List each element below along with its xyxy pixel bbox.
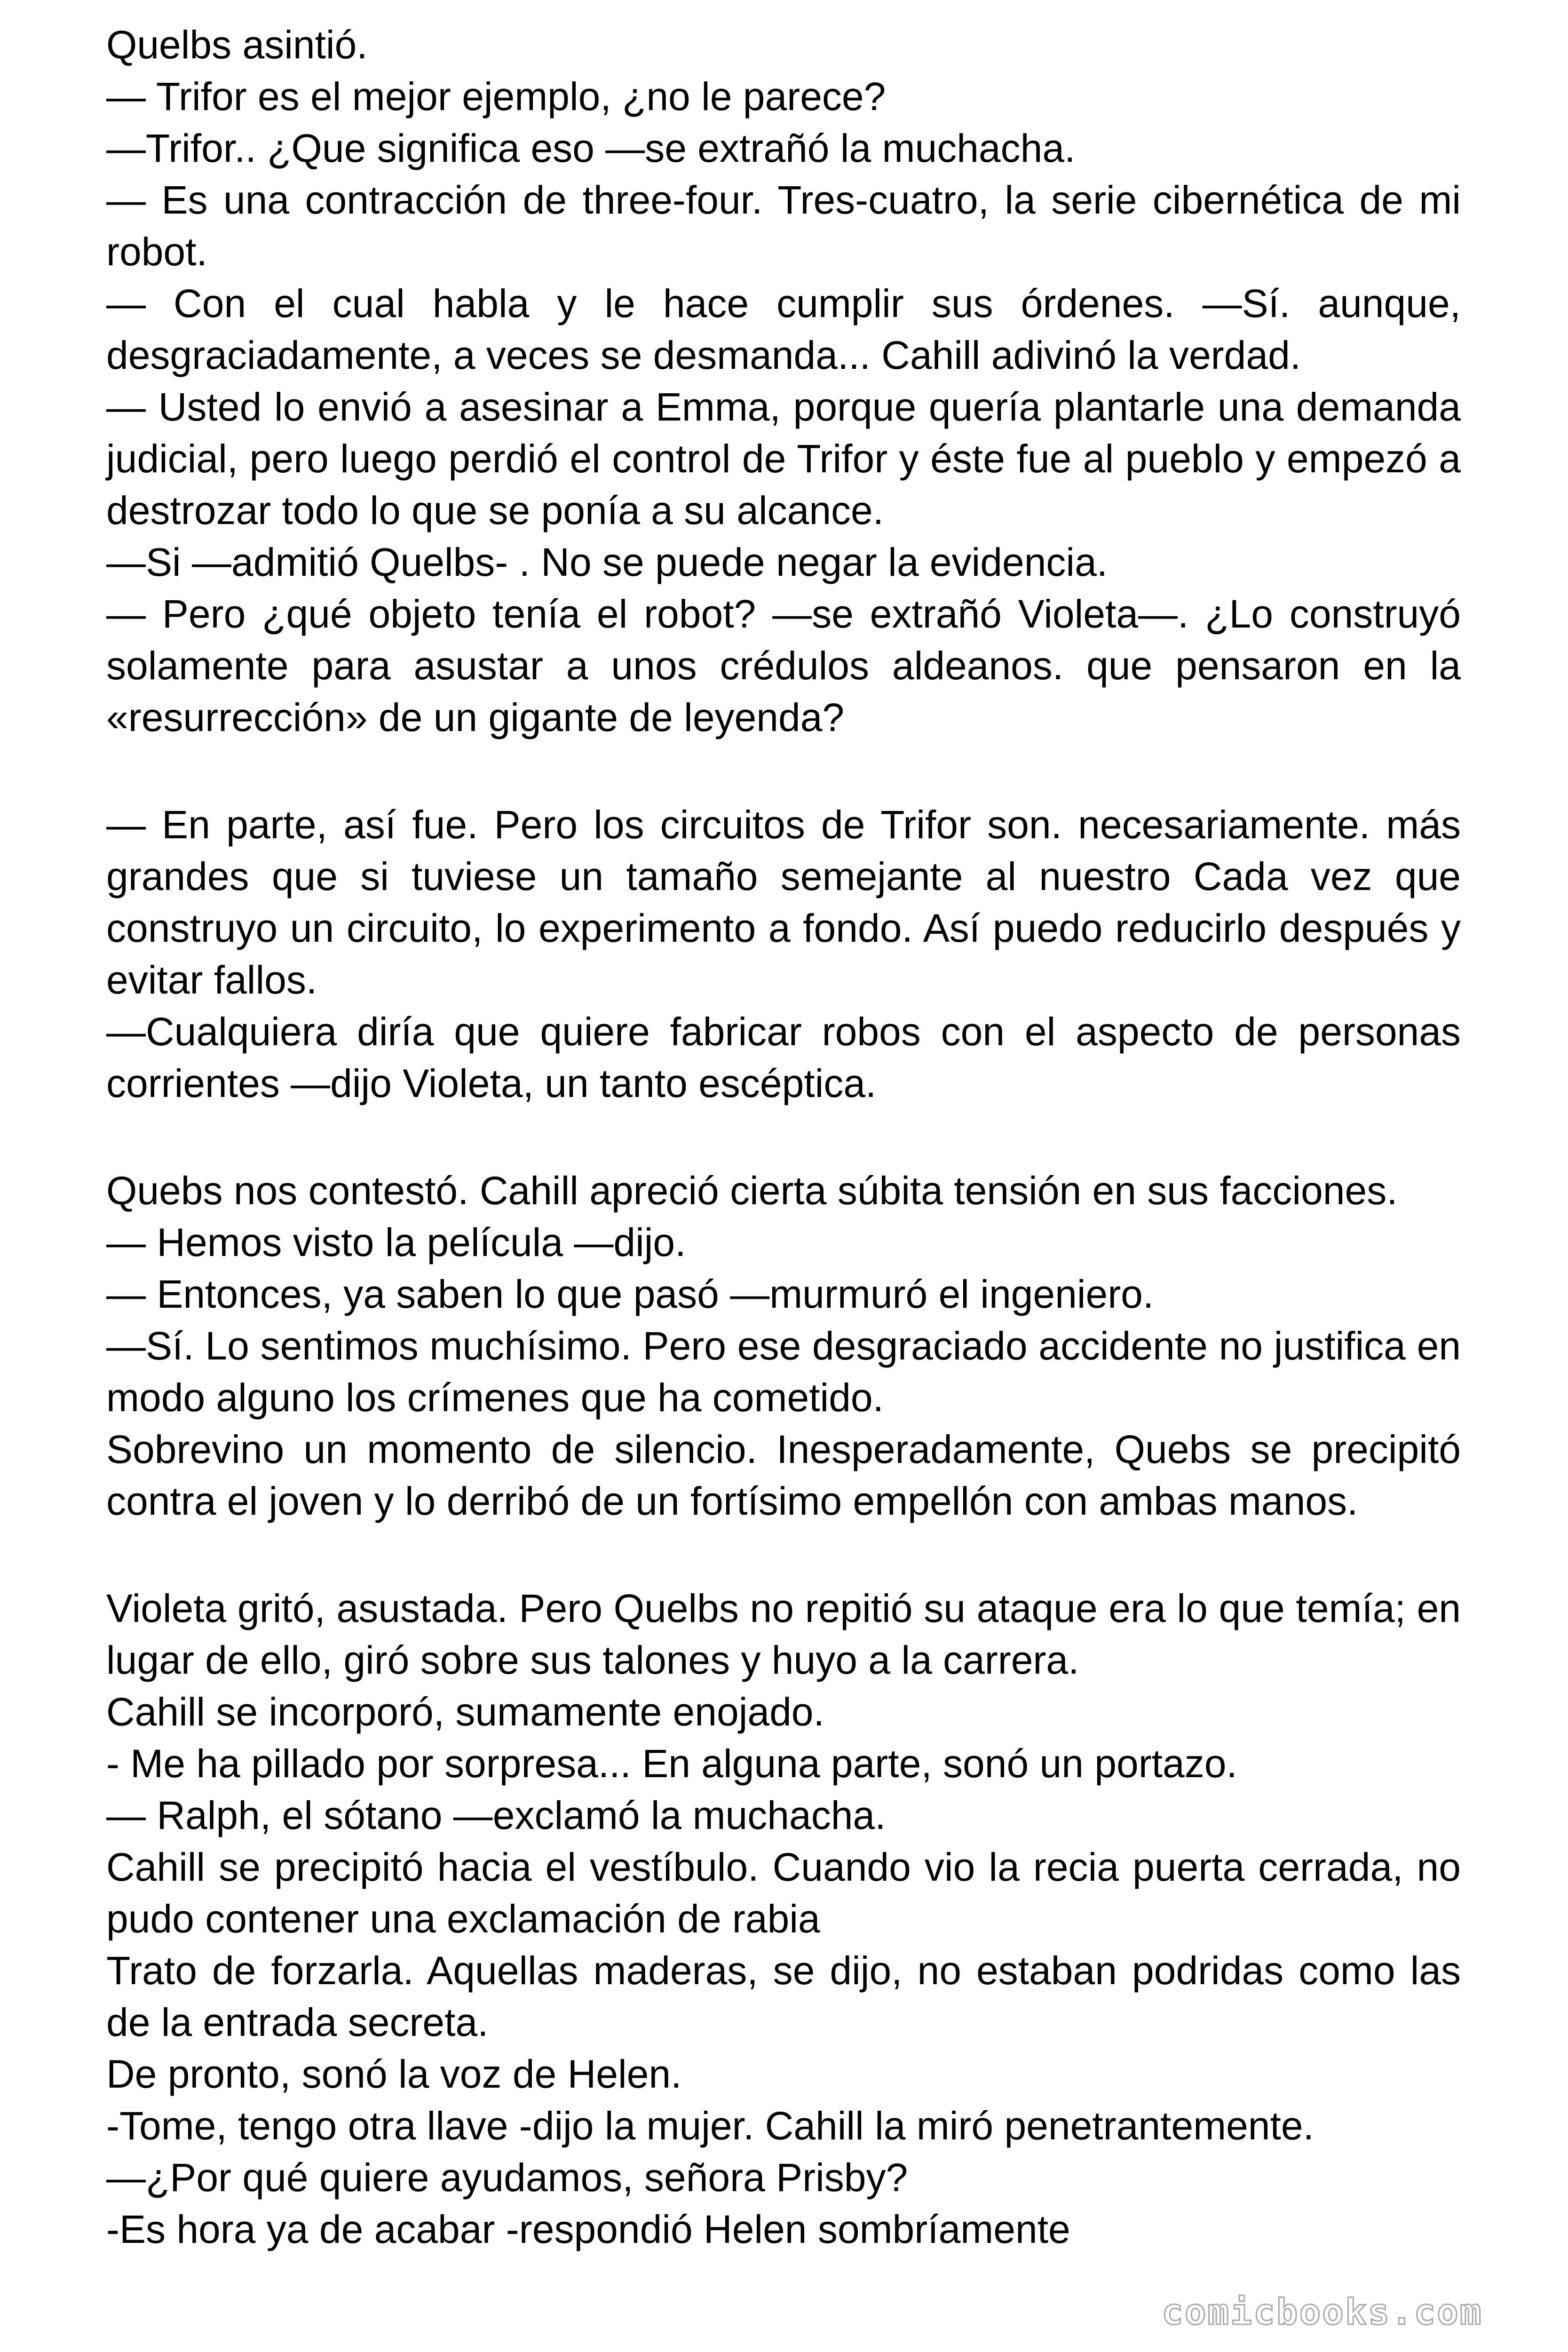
paragraph: — Pero ¿qué objeto tenía el robot? —se extrañó Violeta—. ¿Lo construyó solamente para asustar a unos crédulos aldeanos. que pensaron en la «resurrección» de un gigante de leyenda?	[106, 592, 1461, 739]
paragraph: — Ralph, el sótano —exclamó la muchacha.	[106, 1793, 886, 1837]
paragraph: Cahill se incorporó, sumamente enojado.	[106, 1690, 824, 1734]
paragraph-gap	[106, 1527, 1461, 1582]
paragraph-gap	[106, 1109, 1461, 1165]
paragraph: — Trifor es el mejor ejemplo, ¿no le parece?	[106, 74, 886, 119]
paragraph: Quelbs asintió.	[106, 23, 368, 67]
paragraph: Trato de forzarla. Aquellas maderas, se dijo, no estaban podridas como las de la entrada secreta.	[106, 1948, 1461, 2044]
paragraph: De pronto, sonó la voz de Helen.	[106, 2052, 682, 2096]
paragraph: — Hemos visto la película —dijo.	[106, 1220, 686, 1264]
paragraph: —Trifor.. ¿Que significa eso —se extrañó la muchacha.	[106, 126, 1076, 170]
paragraph: Cahill se precipitó hacia el vestíbulo. Cuando vio la recia puerta cerrada, no pudo contener una exclamación de rabia	[106, 1845, 1461, 1941]
paragraph: Violeta gritó, asustada. Pero Quelbs no repitió su ataque era lo que temía; en lugar de ello, giró sobre sus talones y huyo a la carrera.	[106, 1586, 1461, 1682]
paragraph: — Usted lo envió a asesinar a Emma, porque quería plantarle una demanda judicial, pero luego perdió el control de Trifor y éste fue al pueblo y empezó a destrozar todo lo que se ponía a su alcance.	[106, 385, 1461, 532]
paragraph: Sobrevino un momento de silencio. Inesperadamente, Quebs se precipitó contra el joven y lo derribó de un fortísimo empellón con ambas manos.	[106, 1427, 1461, 1523]
paragraph: -Es hora ya de acabar -respondió Helen sombríamente	[106, 2207, 1070, 2251]
paragraph: - Me ha pillado por sorpresa... En alguna parte, sonó un portazo.	[106, 1741, 1237, 1786]
document-page	[106, 19, 1461, 2255]
paragraph: —Si —admitió Quelbs- . No se puede negar la evidencia.	[106, 540, 1108, 584]
paragraph: — Con el cual habla y le hace cumplir sus órdenes. —Sí. aunque, desgraciadamente, a veces se desmanda... Cahill adivinó la verdad.	[106, 281, 1461, 377]
paragraph: —Cualquiera diría que quiere fabricar robos con el aspecto de personas corrientes —dijo Violeta, un tanto escéptica.	[106, 1009, 1461, 1105]
paragraph: -Tome, tengo otra llave -dijo la mujer. Cahill la miró penetrantemente.	[106, 2104, 1314, 2148]
paragraph: —¿Por qué quiere ayudamos, señora Prisby?	[106, 2155, 908, 2200]
paragraph-gap	[106, 743, 1461, 799]
paragraph: — Entonces, ya saben lo que pasó —murmuró el ingeniero.	[106, 1272, 1154, 1316]
watermark-logo: comicbooks.com	[1162, 2291, 1483, 2333]
paragraph: — Es una contracción de three-four. Tres-cuatro, la serie cibernética de mi robot.	[106, 178, 1461, 274]
paragraph: Quebs nos contestó. Cahill apreció cierta súbita tensión en sus facciones.	[106, 1168, 1398, 1213]
paragraph: —Sí. Lo sentimos muchísimo. Pero ese desgraciado accidente no justifica en modo alguno los crímenes que ha cometido.	[106, 1324, 1461, 1420]
paragraph: — En parte, así fue. Pero los circuitos de Trifor son. necesariamente. más grandes que si tuviese un tamaño semejante al nuestro Cada vez que construyo un circuito, lo experimento a fondo. Así puedo reducirlo después y evitar fallos.	[106, 803, 1461, 1002]
